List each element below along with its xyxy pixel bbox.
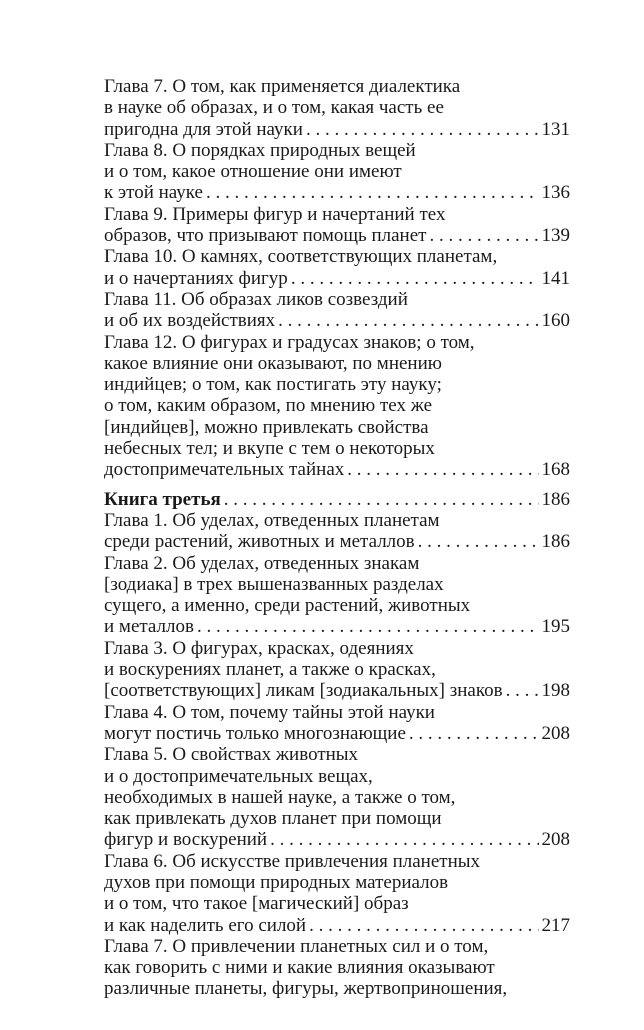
toc-entry-line: духов при помощи природных материалов xyxy=(104,871,449,893)
toc-entry-last-line xyxy=(104,680,570,701)
toc-entry-last-line xyxy=(104,829,570,850)
toc-entry[interactable] xyxy=(104,553,570,638)
toc-entry-text: среди растений, животных и металлов xyxy=(104,531,415,553)
toc-entry-line: Глава 5. О свойствах животных xyxy=(104,744,359,766)
toc-entry-line: Глава 6. Об искусстве привлечения планетных xyxy=(104,850,481,872)
toc-entry[interactable] xyxy=(104,510,570,553)
dot-leader xyxy=(309,915,538,936)
toc-entry[interactable] xyxy=(104,289,570,332)
page-number: 136 xyxy=(541,182,570,204)
toc-entry-line: и воскурениях планет, а также о красках, xyxy=(104,659,436,681)
toc-entry-line: индийцев; о том, как постигать эту науку; xyxy=(104,374,442,396)
toc-entry-last-line xyxy=(104,119,570,140)
toc-entry[interactable] xyxy=(104,140,570,204)
toc-entry-line: [зодиака] в трех вышеназванных разделах xyxy=(104,573,444,595)
toc-entry-line: небесных тел; и вкупе с тем о некоторых xyxy=(104,438,435,460)
dot-leader xyxy=(206,182,539,203)
toc-entry-continued[interactable] xyxy=(104,936,570,1000)
toc-entry-last-line xyxy=(104,459,570,480)
page-number: 160 xyxy=(541,310,570,332)
toc-entry-line: Глава 4. О том, почему тайны этой науки xyxy=(104,701,435,723)
page-number: 208 xyxy=(541,722,570,744)
toc-entry-line: Глава 8. О порядках природных вещей xyxy=(104,139,416,161)
toc-entry-text: фигур и воскурений xyxy=(104,829,268,851)
toc-entry-text: образов, что призывают помощь планет xyxy=(104,225,427,247)
toc-entry-line: Глава 11. Об образах ликов созвездий xyxy=(104,288,408,310)
toc-entry-line: и о том, какое отношение они имеют xyxy=(104,161,402,183)
toc-entry-last-line xyxy=(104,182,570,203)
dot-leader xyxy=(506,680,539,701)
page-number: 141 xyxy=(541,267,570,289)
toc-entry-line: Глава 1. Об уделах, отведенных планетам xyxy=(104,509,440,531)
toc-entry-line: Глава 2. Об уделах, отведенных знакам xyxy=(104,552,420,574)
page-number: 198 xyxy=(541,680,570,702)
toc-entry[interactable] xyxy=(104,744,570,850)
toc-entry-line: Глава 7. О привлечении планетных сил и о том, xyxy=(104,935,489,957)
book-heading[interactable] xyxy=(104,489,570,510)
toc-entry-last-line xyxy=(104,915,570,936)
toc-entry-text: и об их воздействиях xyxy=(104,310,276,332)
page-number: 195 xyxy=(541,616,570,638)
dot-leader xyxy=(197,616,539,637)
toc-entry[interactable] xyxy=(104,638,570,702)
toc-entry-line: Глава 7. О том, как применяется диалектика xyxy=(104,76,461,97)
toc-entry[interactable] xyxy=(104,332,570,481)
toc-entry[interactable] xyxy=(104,702,570,745)
toc-entry[interactable] xyxy=(104,246,570,289)
page-number: 139 xyxy=(541,225,570,247)
toc-entry-line: как привлекать духов планет при помощи xyxy=(104,808,442,830)
page-number: 168 xyxy=(541,459,570,481)
toc-entry-text: могут постичь только многознающие xyxy=(104,722,406,744)
dot-leader xyxy=(270,829,538,850)
toc-entry-line: Глава 12. О фигурах и градусах знаков; о том, xyxy=(104,331,475,353)
toc-entry[interactable] xyxy=(104,851,570,936)
page-number: 186 xyxy=(541,488,570,510)
toc-entry-line: различные планеты, фигуры, жертвоприношения, xyxy=(104,978,508,1000)
page-number: 208 xyxy=(541,829,570,851)
toc-entry-text: и металлов xyxy=(104,616,194,638)
toc-entry-last-line xyxy=(104,616,570,637)
toc-entry[interactable] xyxy=(104,204,570,247)
dot-leader xyxy=(224,489,539,510)
toc-entry-line: и о том, что такое [магический] образ xyxy=(104,893,409,915)
toc-entry-text: [соответствующих] ликам [зодиакальных] знаков xyxy=(104,680,503,702)
toc-entry-line: о том, каким образом, по мнению тех же xyxy=(104,395,433,417)
dot-leader xyxy=(409,723,539,744)
toc-entry-text: достопримечательных тайнах xyxy=(104,459,345,481)
toc-entry-line: какое влияние они оказывают, по мнению xyxy=(104,352,442,374)
toc-entry-line: Глава 3. О фигурах, красках, одеяниях xyxy=(104,637,414,659)
dot-leader xyxy=(291,268,539,289)
toc-entry-last-line xyxy=(104,268,570,289)
dot-leader xyxy=(278,310,538,331)
toc-entry-line: [индийцев], можно привлекать свойства xyxy=(104,416,429,438)
toc-entry-line: Глава 10. О камнях, соответствующих планетам, xyxy=(104,246,498,268)
toc-entry-line: в науке об образах, и о том, какая часть ее xyxy=(104,97,444,119)
table-of-contents xyxy=(104,76,570,1000)
toc-entry-line: Глава 9. Примеры фигур и начертаний тех xyxy=(104,203,446,225)
dot-leader xyxy=(429,225,538,246)
page-number: 131 xyxy=(541,118,570,140)
toc-entry-text: и о начертаниях фигур xyxy=(104,267,288,289)
toc-entry-text: к этой науке xyxy=(104,182,203,204)
toc-entry-text: и как наделить его силой xyxy=(104,914,307,936)
page-number: 186 xyxy=(541,531,570,553)
book-title: Книга третья xyxy=(104,488,221,510)
toc-entry-line: как говорить с ними и какие влияния оказывают xyxy=(104,957,495,979)
toc-entry-line: сущего, а именно, среди растений, животных xyxy=(104,595,471,617)
page-number: 217 xyxy=(541,914,570,936)
toc-entry-last-line xyxy=(104,531,570,552)
book-heading-line xyxy=(104,489,570,510)
dot-leader xyxy=(347,459,538,480)
dot-leader xyxy=(306,119,539,140)
toc-entry-line: и о достопримечательных вещах, xyxy=(104,765,373,787)
dot-leader xyxy=(418,531,539,552)
toc-entry-last-line xyxy=(104,310,570,331)
toc-entry-last-line xyxy=(104,225,570,246)
toc-entry-line: необходимых в нашей науке, а также о том, xyxy=(104,786,456,808)
toc-entry[interactable] xyxy=(104,76,570,140)
toc-entry-last-line xyxy=(104,723,570,744)
toc-entry-text: пригодна для этой науки xyxy=(104,118,303,140)
